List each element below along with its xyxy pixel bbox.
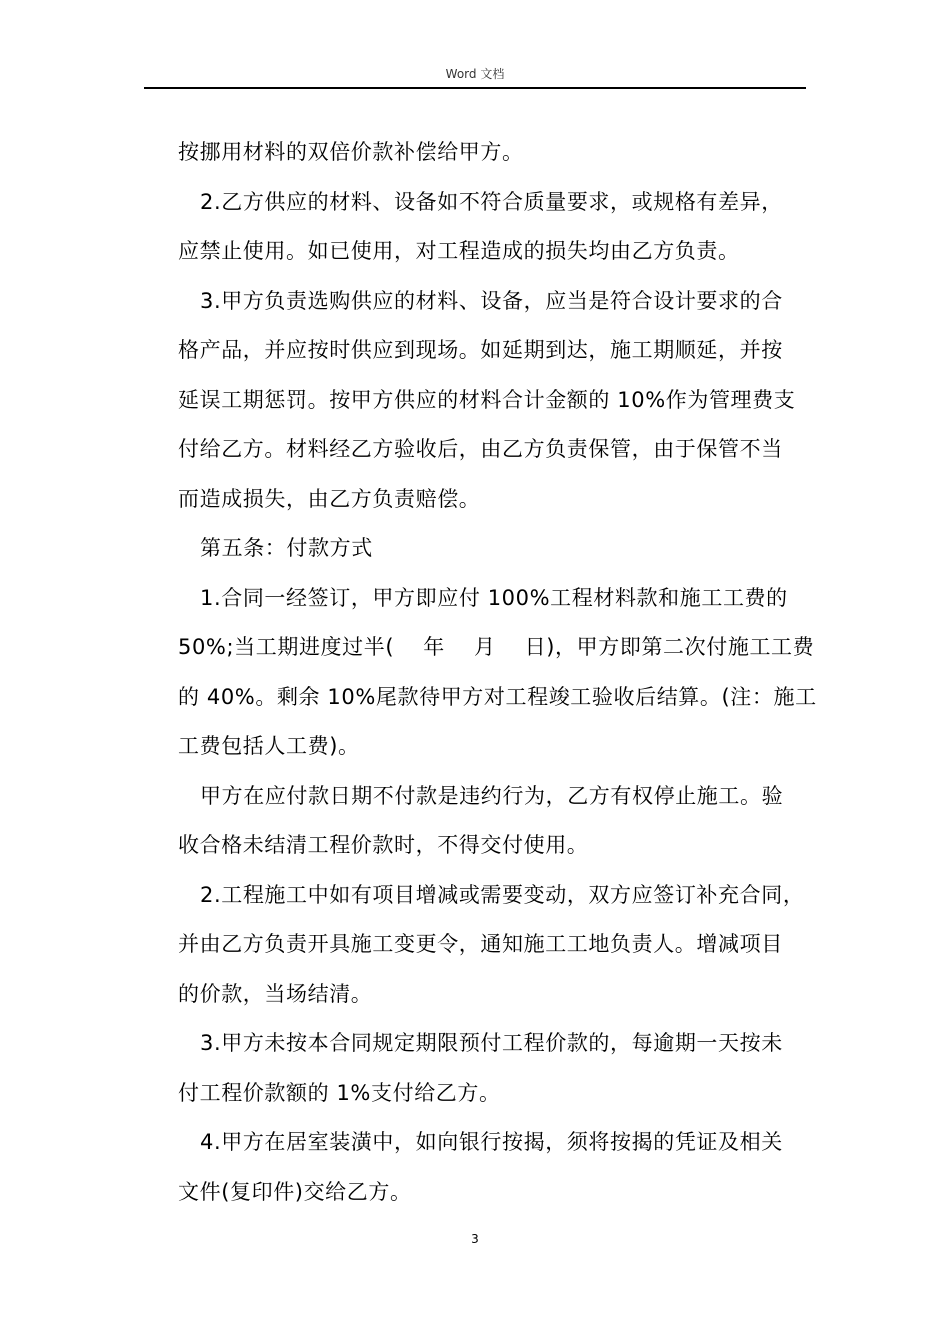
text-line: 收合格未结清工程价款时，不得交付使用。 bbox=[178, 833, 589, 857]
text-line: 付工程价款额的 1%支付给乙方。 bbox=[178, 1080, 501, 1105]
header-divider bbox=[144, 87, 806, 89]
text-line: 按挪用材料的双倍价款补偿给甲方。 bbox=[178, 140, 524, 164]
text-line: 文件(复印件)交给乙方。 bbox=[178, 1179, 412, 1204]
text-line: 甲方在应付款日期不付款是违约行为，乙方有权停止施工。验 bbox=[200, 783, 784, 808]
text-line: 的 40%。剩余 10%尾款待甲方对工程竣工验收后结算。(注：施工 bbox=[178, 684, 817, 709]
text-line: 2.工程施工中如有项目增减或需要变动，双方应签订补充合同， bbox=[200, 882, 805, 907]
text-line: 延误工期惩罚。按甲方供应的材料合计金额的 10%作为管理费支 bbox=[178, 387, 796, 412]
text-line: 应禁止使用。如已使用，对工程造成的损失均由乙方负责。 bbox=[178, 239, 740, 263]
text-line: 3.甲方未按本合同规定期限预付工程价款的，每逾期一天按未 bbox=[200, 1031, 783, 1055]
text-line: 3.甲方负责选购供应的材料、设备，应当是符合设计要求的合 bbox=[200, 288, 783, 313]
page-number: 3 bbox=[471, 1232, 479, 1246]
text-line: 并由乙方负责开具施工变更令，通知施工工地负责人。增减项目 bbox=[178, 932, 783, 956]
text-line: 付给乙方。材料经乙方验收后，由乙方负责保管，由于保管不当 bbox=[178, 437, 783, 461]
page-header-title: Word 文档 bbox=[445, 67, 505, 81]
section-heading: 第五条：付款方式 bbox=[200, 536, 373, 560]
text-line: 1.合同一经签订，甲方即应付 100%工程材料款和施工工费的 bbox=[200, 585, 788, 610]
text-line: 而造成损失，由乙方负责赔偿。 bbox=[178, 486, 481, 511]
text-line: 的价款，当场结清。 bbox=[178, 981, 373, 1006]
document-body bbox=[178, 128, 817, 1217]
text-line: 50%;当工期进度过半( 年 月 日)，甲方即第二次付施工工费 bbox=[178, 635, 815, 659]
text-line: 格产品，并应按时供应到现场。如延期到达，施工期顺延，并按 bbox=[178, 338, 783, 362]
text-line: 4.甲方在居室装潢中，如向银行按揭，须将按揭的凭证及相关 bbox=[200, 1130, 783, 1154]
text-line: 2.乙方供应的材料、设备如不符合质量要求，或规格有差异， bbox=[200, 189, 783, 214]
text-line: 工费包括人工费)。 bbox=[178, 734, 360, 758]
